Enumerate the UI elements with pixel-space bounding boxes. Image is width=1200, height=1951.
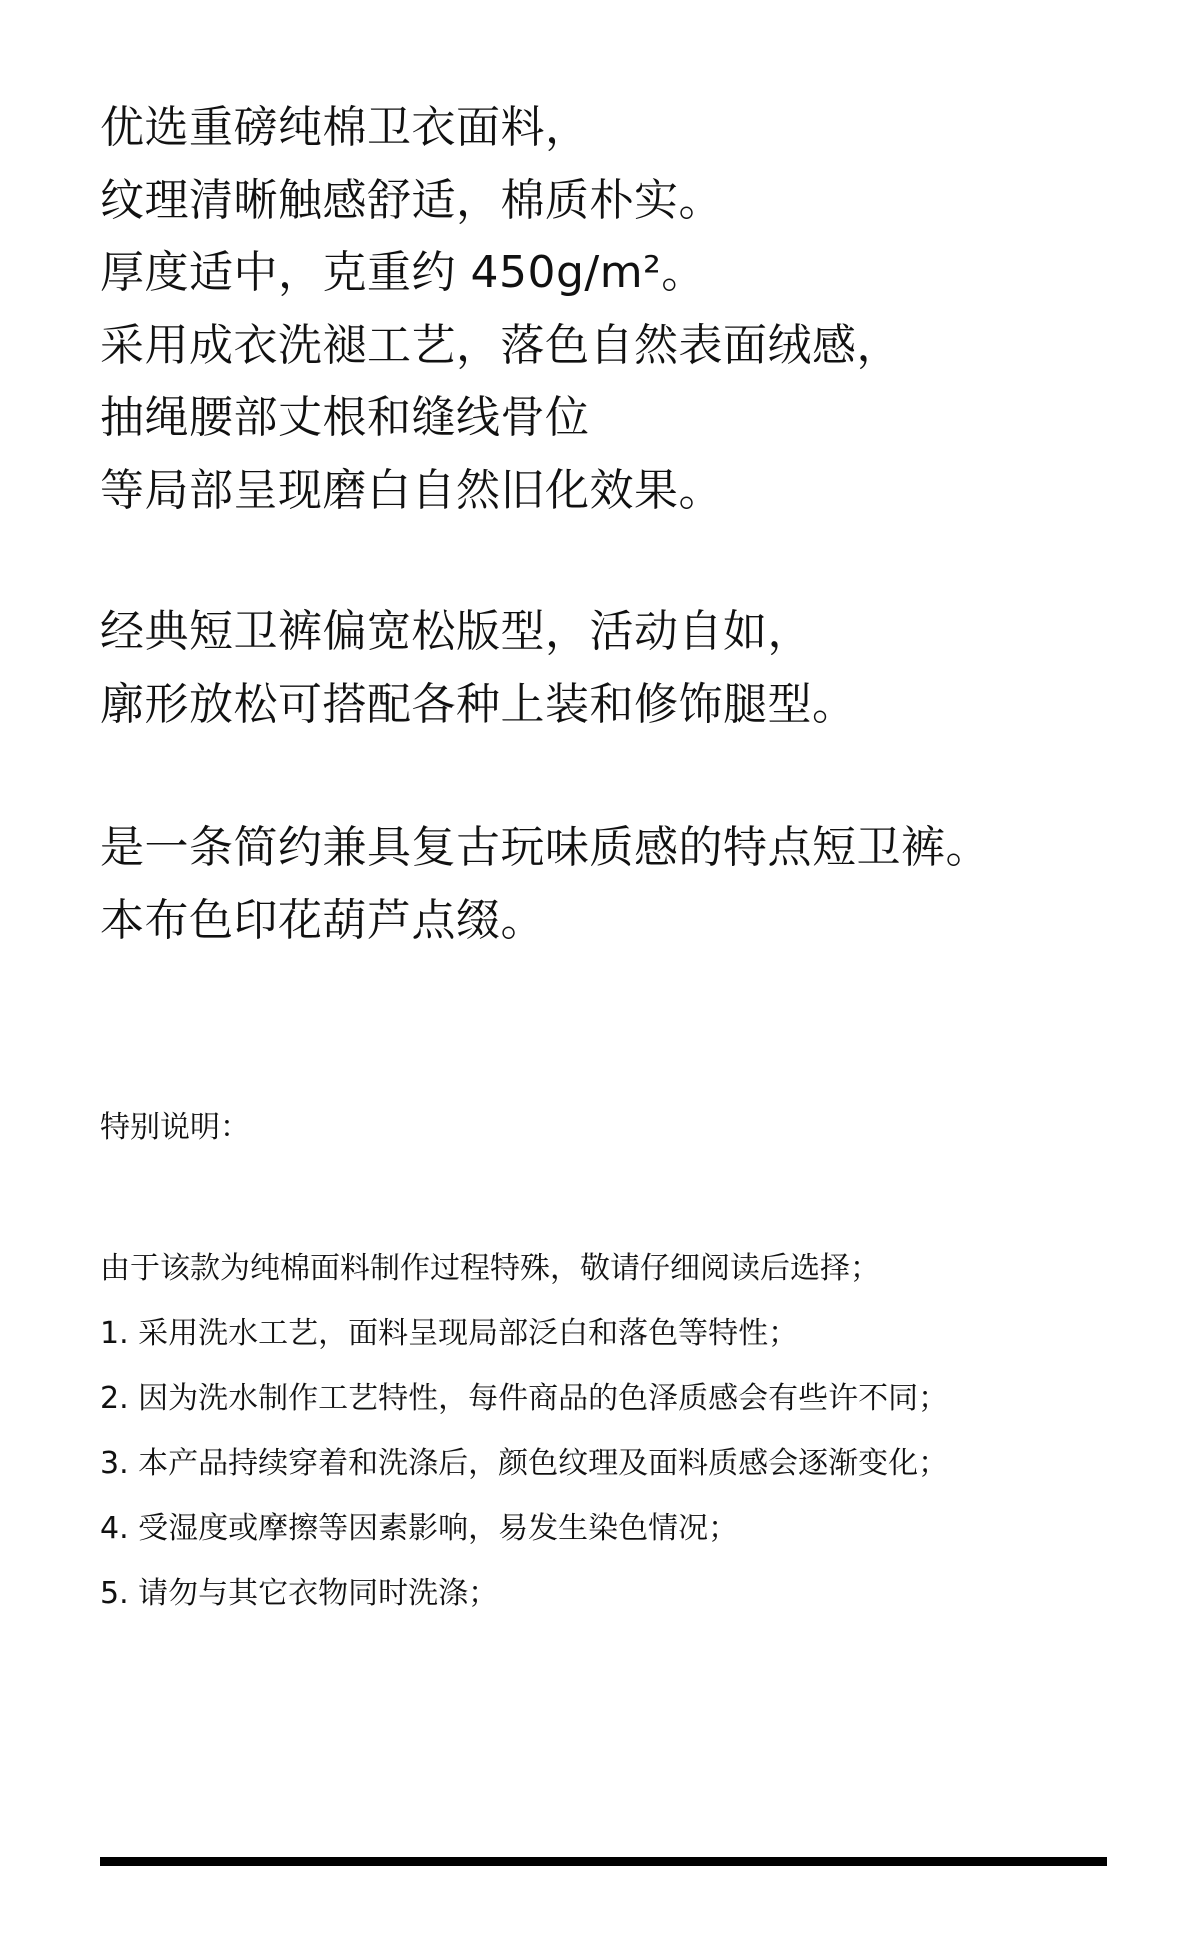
fabric-line: 采用成衣洗褪工艺，落色自然表面绒感，: [100, 319, 901, 371]
fit-line: 经典短卫裤偏宽松版型，活动自如，: [100, 606, 812, 657]
note-line: 2. 因为洗水制作工艺特性，每件商品的色泽质感会有些许不同；: [100, 1381, 949, 1416]
summary-line: 本布色印花葫芦点缀。: [100, 894, 545, 946]
special-note-title: 特别说明：: [100, 1110, 250, 1145]
fit-description: [100, 596, 1140, 741]
fabric-line: 抽绳腰部丈根和缝线骨位: [100, 392, 590, 443]
note-line: 由于该款为纯棉面料制作过程特殊，敬请仔细阅读后选择；: [100, 1251, 880, 1286]
fit-line: 廓形放松可搭配各种上装和修饰腿型。: [100, 678, 857, 730]
summary-line: 是一条简约兼具复古玩味质感的特点短卫裤。: [100, 822, 990, 873]
summary-description: [100, 812, 1140, 957]
fabric-line: 优选重磅纯棉卫衣面料，: [100, 102, 590, 153]
fabric-line: 等局部呈现磨白自然旧化效果。: [100, 464, 723, 516]
note-line: 3. 本产品持续穿着和洗涤后，颜色纹理及面料质感会逐渐变化；: [100, 1446, 949, 1481]
note-line: 1. 采用洗水工艺，面料呈现局部泛白和落色等特性；: [100, 1316, 799, 1351]
bottom-divider: [100, 1857, 1107, 1866]
fabric-line: 纹理清晰触感舒适，棉质朴实。: [100, 174, 723, 226]
note-line: 4. 受湿度或摩擦等因素影响，易发生染色情况；: [100, 1511, 739, 1546]
note-line: 5. 请勿与其它衣物同时洗涤；: [100, 1576, 499, 1611]
fabric-line: 厚度适中，克重约 450g/m²。: [100, 247, 706, 298]
special-note-list: [100, 1236, 1140, 1626]
fabric-description: [100, 92, 1140, 527]
